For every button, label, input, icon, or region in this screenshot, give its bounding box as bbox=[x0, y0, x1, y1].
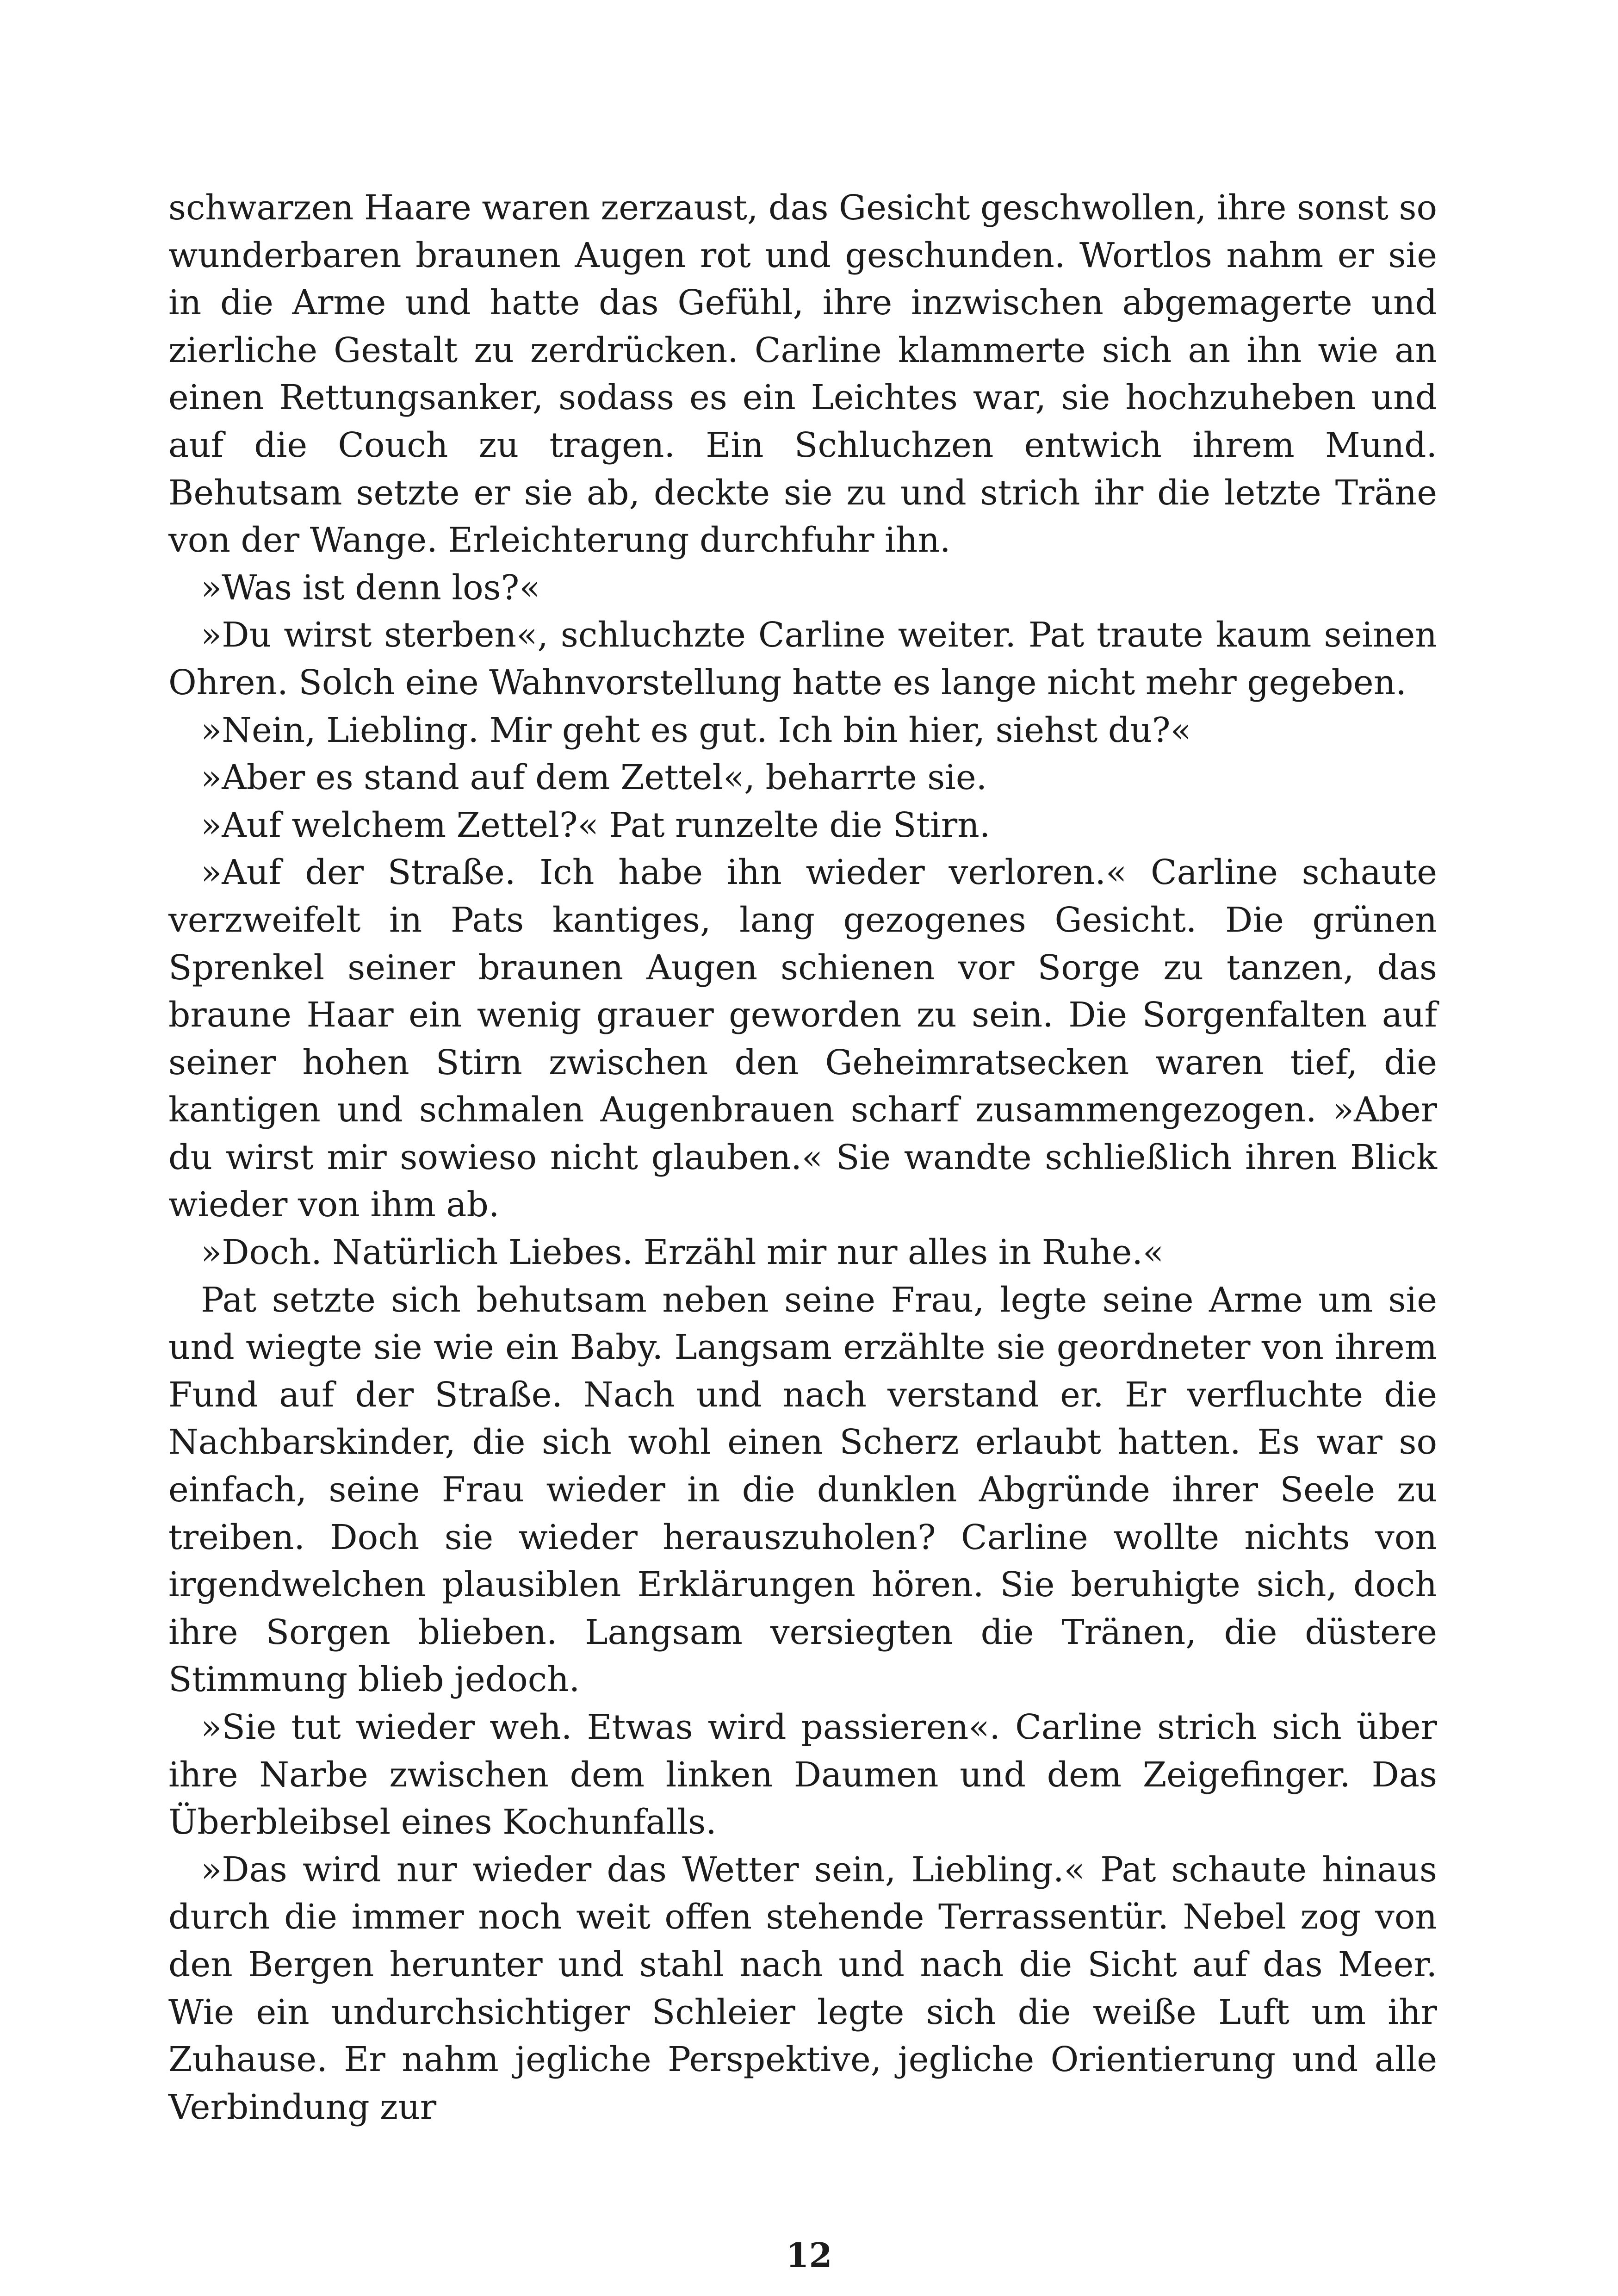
page-body bbox=[168, 184, 1437, 2127]
paragraph: »Auf der Straße. Ich habe ihn wieder verloren.« Carline schaute verzweifelt in Pats kantiges, lang gezogenes Gesicht. Die grünen Sprenkel seiner braunen Augen schienen vor Sorge zu tanzen, das braune Haar ein wenig grauer geworden zu sein. Die Sorgenfalten auf seiner hohen Stirn zwischen den Geheimratsecken waren tief, die kantigen und schmalen Augenbrauen scharf zusammengezogen. »Aber du wirst mir sowieso nicht glauben.« Sie wandte schließlich ihren Blick wieder von ihm ab. bbox=[168, 852, 1437, 1225]
paragraph: »Das wird nur wieder das Wetter sein, Liebling.« Pat schaute hinaus durch die immer noch weit offen stehende Terrassentür. Nebel zog von den Bergen herunter und stahl nach und nach die Sicht auf das Meer. Wie ein undurchsichtiger Schleier legte sich die weiße Luft um ihr Zuhause. Er nahm jegliche Perspektive, jegliche Orientierung und alle Verbindung zur bbox=[168, 1849, 1437, 2127]
paragraph: schwarzen Haare waren zerzaust, das Gesicht geschwollen, ihre sonst so wunderbaren braunen Augen rot und geschunden. Wortlos nahm er sie in die Arme und hatte das Gefühl, ihre inzwischen abgemagerte und zierliche Gestalt zu zerdrücken. Carline klammerte sich an ihn wie an einen Rettungsanker, sodass es ein Leichtes war, sie hochzuheben und auf die Couch zu tragen. Ein Schluchzen entwich ihrem Mund. Behutsam setzte er sie ab, deckte sie zu und strich ihr die letzte Träne von der Wange. Erleichterung durchfuhr ihn. bbox=[168, 188, 1437, 560]
page-number: 12 bbox=[786, 2235, 832, 2275]
paragraph: »Nein, Liebling. Mir geht es gut. Ich bin hier, siehst du?« bbox=[201, 710, 1191, 750]
paragraph: Pat setzte sich behutsam neben seine Frau, legte seine Arme um sie und wiegte sie wie ein Baby. Langsam erzählte sie geordneter von ihrem Fund auf der Straße. Nach und nach verstand er. Er verfluchte die Nachbarskinder, die sich wohl einen Scherz erlaubt hatten. Es war so einfach, seine Frau wieder in die dunklen Abgründe ihrer Seele zu treiben. Doch sie wieder herauszuholen? Carline wollte nichts von irgendwelchen plausiblen Erklärungen hören. Sie beruhigte sich, doch ihre Sorgen blieben. Langsam versiegten die Tränen, die düstere Stimmung blieb jedoch. bbox=[168, 1280, 1437, 1700]
paragraph: »Doch. Natürlich Liebes. Erzähl mir nur alles in Ruhe.« bbox=[201, 1232, 1164, 1273]
paragraph: »Aber es stand auf dem Zettel«, beharrte sie. bbox=[201, 758, 987, 798]
paragraph: »Du wirst sterben«, schluchzte Carline weiter. Pat traute kaum seinen Ohren. Solch eine Wahnvorstellung hatte es lange nicht mehr gegeben. bbox=[168, 615, 1437, 703]
paragraph: »Sie tut wieder weh. Etwas wird passieren«. Carline strich sich über ihre Narbe zwischen dem linken Daumen und dem Zeigefinger. Das Überbleibsel eines Kochunfalls. bbox=[168, 1707, 1437, 1842]
paragraph: »Was ist denn los?« bbox=[201, 567, 540, 608]
paragraph: »Auf welchem Zettel?« Pat runzelte die Stirn. bbox=[201, 805, 991, 845]
